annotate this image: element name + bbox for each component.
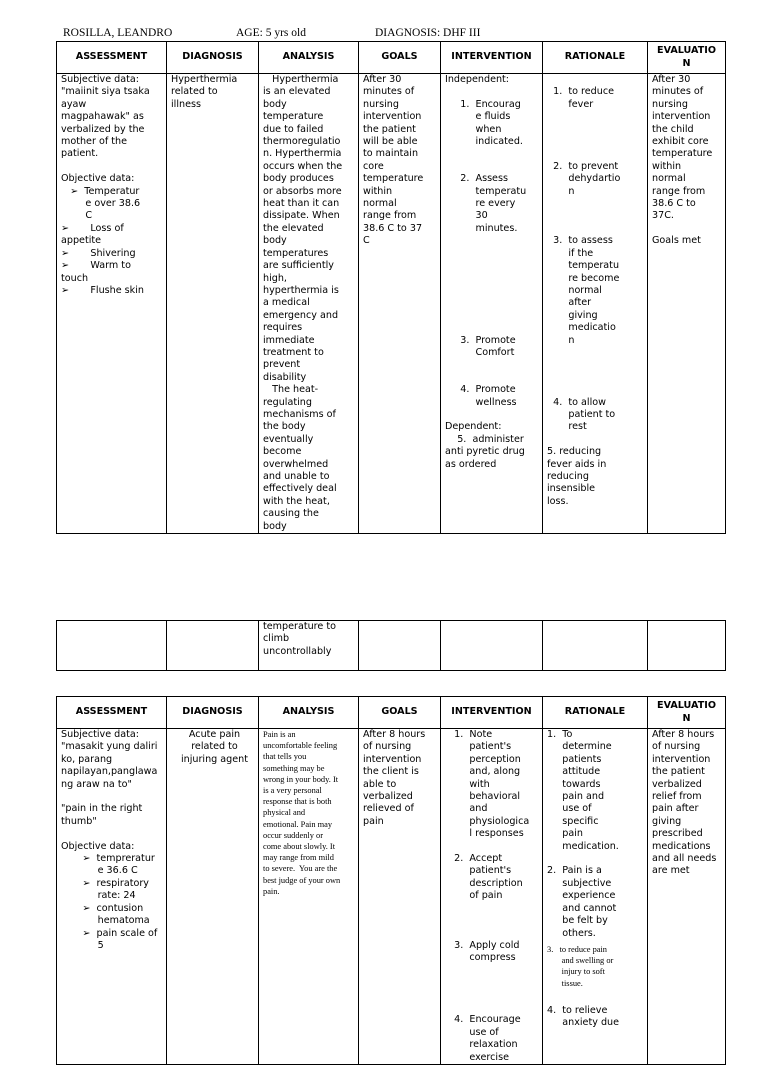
col-analysis-header: ANALYSIS bbox=[259, 697, 359, 729]
goals-cell: After 30 minutes of nursing intervention the patient will be able to maintain core temperature within normal range from 38.6 C to 37 C bbox=[359, 74, 441, 534]
col-diagnosis-header: DIAGNOSIS bbox=[167, 697, 259, 729]
intervention-cell bbox=[441, 621, 543, 671]
col-rationale-header: RATIONALE bbox=[543, 42, 648, 74]
rationale-item-4: 4. to relieve anxiety due bbox=[547, 1004, 620, 1029]
col-goals-header: GOALS bbox=[359, 42, 441, 74]
table-header-row bbox=[57, 42, 726, 74]
analysis-cell: temperature to climb uncontrollably bbox=[259, 621, 359, 671]
col-analysis-header: ANALYSIS bbox=[259, 42, 359, 74]
rationale-cell bbox=[543, 621, 648, 671]
intervention-cell: Independent: 1. Encourag e fluids when indicated. 2. Assess temperatu re every 30 minutes. 3. Promote Comfort 4. Promote wellness Dependent: 5. administer anti pyretic drug as ordered bbox=[441, 74, 543, 534]
evaluation-cell: After 30 minutes of nursing intervention the child exhibit core temperature within normal range from 38.6 C to 37C. Goals met bbox=[648, 74, 726, 534]
col-intervention-header: INTERVENTION bbox=[441, 697, 543, 729]
rationale-item-1-2: 1. To determine patients attitude towards pain and use of specific pain medication. 2. Pain is a subjective experience and cannot be felt by others. bbox=[547, 729, 619, 939]
assessment-cell: Subjective data: "maiinit siya tsaka ayaw magpahawak" as verbalized by the mother of the patient. Objective data: ➢ Temperatur e over 38.6 C ➢ Loss of appetite ➢ Shivering ➢ Warm to touch ➢ Flushe skin bbox=[57, 74, 167, 534]
evaluation-cell: After 8 hours of nursing intervention the patient verbalized relief from pain after giving prescribed medications and all needs are met bbox=[648, 729, 726, 1065]
care-plan-table-2 bbox=[56, 696, 726, 1065]
evaluation-cell bbox=[648, 621, 726, 671]
col-rationale-header: RATIONALE bbox=[543, 697, 648, 729]
care-plan-table-continuation bbox=[56, 620, 726, 671]
rationale-cell bbox=[543, 729, 648, 1065]
col-diagnosis-header: DIAGNOSIS bbox=[167, 42, 259, 74]
rationale-item-3: 3. to reduce pain and swelling or injury to soft tissue. bbox=[547, 944, 614, 988]
diagnosis-cell bbox=[167, 621, 259, 671]
goals-cell: After 8 hours of nursing intervention the client is able to verbalized relieved of pain bbox=[359, 729, 441, 1065]
patient-name: ROSILLA, LEANDRO bbox=[63, 27, 173, 39]
care-plan-table-1 bbox=[56, 41, 726, 534]
patient-diagnosis: DIAGNOSIS: DHF III bbox=[375, 27, 481, 39]
intervention-cell: 1. Note patient's perception and, along with behavioral and physiologica l responses 2. Accept patient's description of pain 3. Apply cold compress 4. Encourage use of relaxation exercise bbox=[441, 729, 543, 1065]
table-row bbox=[57, 74, 726, 534]
col-assessment-header: ASSESSMENT bbox=[57, 42, 167, 74]
patient-age: AGE: 5 yrs old bbox=[236, 27, 306, 39]
diagnosis-cell: Acute pain related to injuring agent bbox=[167, 729, 259, 1065]
goals-cell bbox=[359, 621, 441, 671]
diagnosis-cell: Hyperthermia related to illness bbox=[167, 74, 259, 534]
col-evaluation-header: EVALUATIO N bbox=[648, 697, 726, 729]
col-intervention-header: INTERVENTION bbox=[441, 42, 543, 74]
assessment-cell: Subjective data: "masakit yung daliri ko, parang napilayan,panglawa ng araw na to" "pain in the right thumb" Objective data: ➢ tempreratur e 36.6 C ➢ respiratory rate: 24 ➢ contusion hematoma ➢ pain scale of 5 bbox=[57, 729, 167, 1065]
table-row bbox=[57, 729, 726, 1065]
col-evaluation-header: EVALUATIO N bbox=[648, 42, 726, 74]
analysis-cell: Pain is an uncomfortable feeling that tells you something may be wrong in your body. It is a very personal response that is both physical and emotional. Pain may occur suddenly or come about slowly. It may range from mild to severe. You are the best judge of your own pain. bbox=[259, 729, 359, 1065]
col-goals-header: GOALS bbox=[359, 697, 441, 729]
table-row bbox=[57, 621, 726, 671]
assessment-cell bbox=[57, 621, 167, 671]
analysis-cell: Hyperthermia is an elevated body temperature due to failed thermoregulatio n. Hyperthermia occurs when the body produces or absorbs more heat than it can dissipate. When the elevated body temperatures are sufficiently high, hyperthermia is a medical emergency and requires immediate treatment to prevent disability The heat- regulating mechanisms of the body eventually become overwhelmed and unable to effectively deal with the heat, causing the body bbox=[259, 74, 359, 534]
rationale-cell: 1. to reduce fever 2. to prevent dehydartio n 3. to assess if the temperatu re become normal after giving medicatio n 4. to allow patient to rest 5. reducing fever aids in reducing insensible loss. bbox=[543, 74, 648, 534]
table-header-row bbox=[57, 697, 726, 729]
col-assessment-header: ASSESSMENT bbox=[57, 697, 167, 729]
